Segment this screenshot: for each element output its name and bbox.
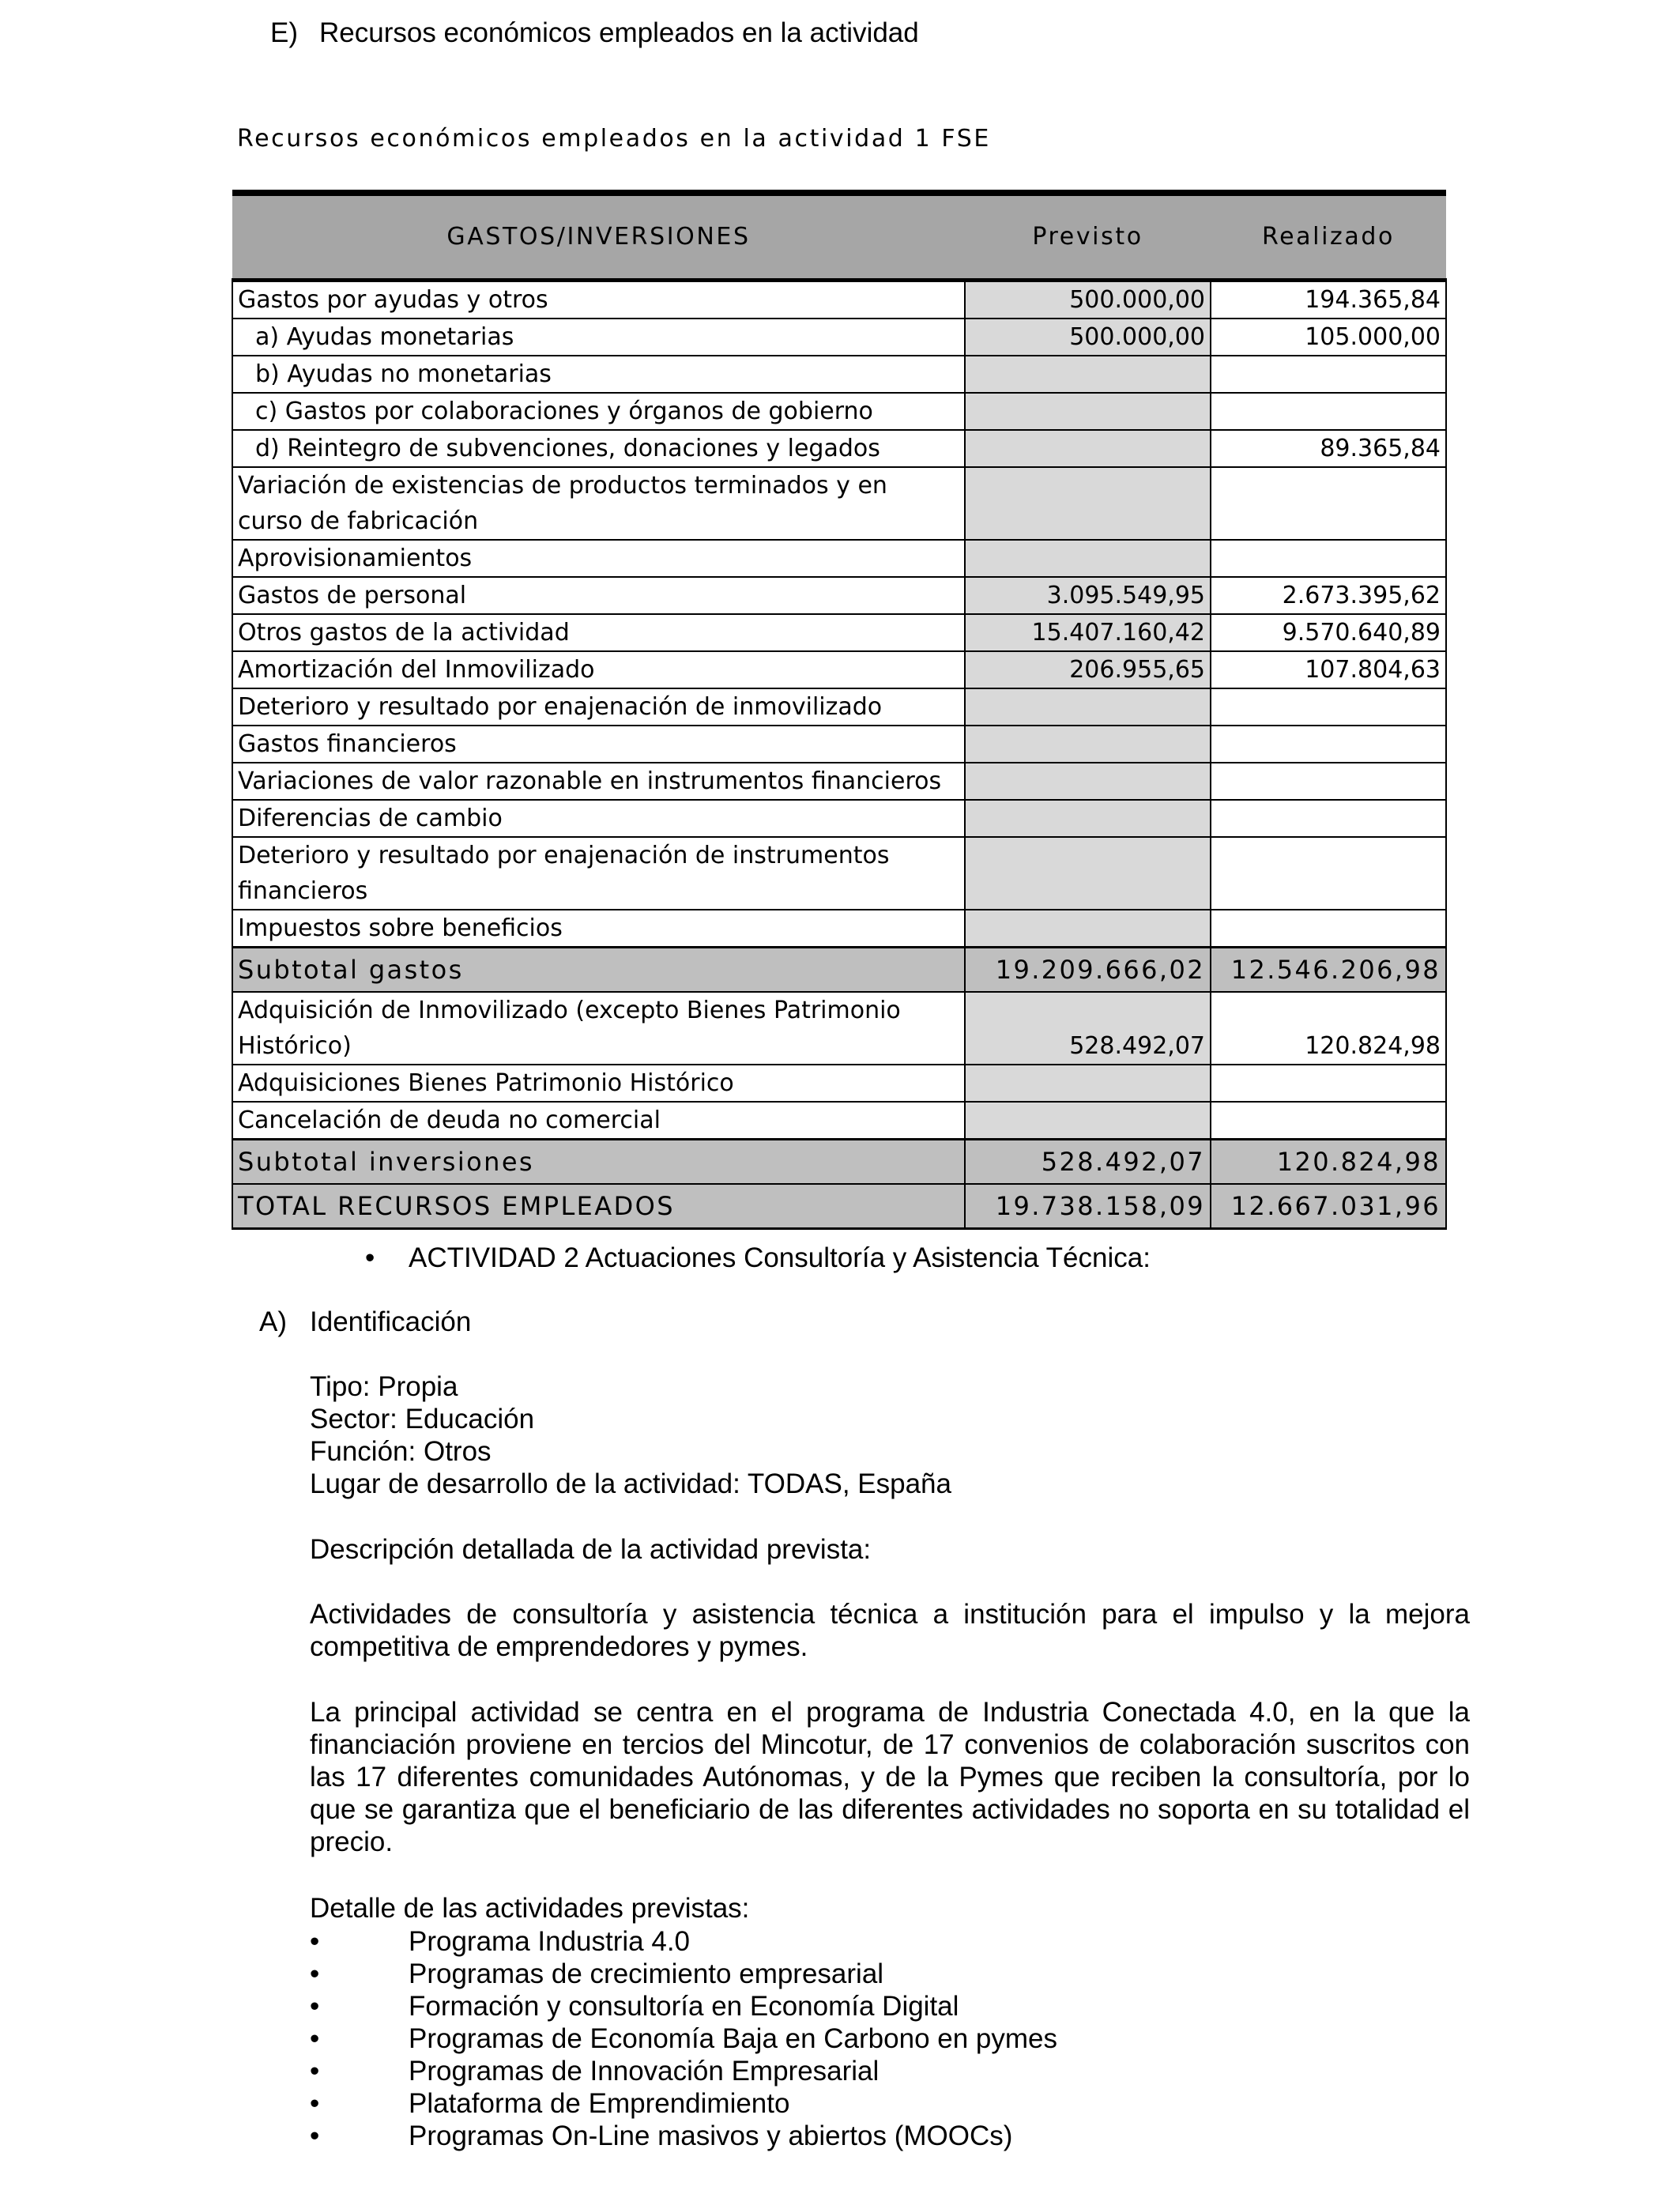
table-row <box>232 800 1446 837</box>
row-concept: Adquisición de Inmovilizado (excepto Bienes Patrimonio Histórico) <box>232 992 965 1065</box>
info-tipo: Tipo: Propia <box>310 1371 458 1402</box>
row-concept: Gastos financieros <box>232 726 965 763</box>
info-funcion: Función: Otros <box>310 1436 492 1467</box>
list-item-text: Programas On-Line masivos y abiertos (MOOCs) <box>409 2120 1013 2151</box>
paragraph-2-line: financiación proviene en tercios del Mincotur, de 17 convenios de colaboración suscritos con <box>310 1729 1470 1760</box>
table-row <box>232 651 1446 688</box>
identification-letter: A) <box>259 1306 287 1337</box>
info-sector: Sector: Educación <box>310 1404 535 1434</box>
bullet-icon: • <box>310 1991 320 2022</box>
section-letter: E) <box>270 17 298 48</box>
bullet-icon: • <box>365 1242 375 1273</box>
resources-table <box>232 190 1447 1230</box>
info-block <box>310 1370 1470 1500</box>
row-prev: 528.492,07 <box>965 992 1211 1065</box>
row-real <box>1211 726 1446 763</box>
row-concept: Deterioro y resultado por enajenación de instrumentos financieros <box>232 837 965 910</box>
row-prev: 206.955,65 <box>965 651 1211 688</box>
row-real <box>1211 1102 1446 1140</box>
list-item-text: Programas de crecimiento empresarial <box>409 1958 884 1989</box>
row-real: 105.000,00 <box>1211 319 1446 356</box>
row-real <box>1211 540 1446 577</box>
row-real: 12.546.206,98 <box>1211 947 1446 992</box>
row-prev <box>965 356 1211 393</box>
table-row <box>232 467 1446 540</box>
list-item-text: Programas de Economía Baja en Carbono en pymes <box>409 2023 1058 2054</box>
table-row <box>232 319 1446 356</box>
header-concept: GASTOS/INVERSIONES <box>232 193 965 280</box>
total-row <box>232 1184 1446 1229</box>
row-real: 194.365,84 <box>1211 280 1446 319</box>
row-prev <box>965 540 1211 577</box>
detail-list <box>310 1925 1057 2152</box>
bullet-icon: • <box>310 2088 320 2119</box>
header-prev: Previsto <box>965 193 1211 280</box>
row-prev <box>965 430 1211 467</box>
row-real: 9.570.640,89 <box>1211 614 1446 651</box>
row-concept: Deterioro y resultado por enajenación de inmovilizado <box>232 688 965 726</box>
row-concept: Cancelación de deuda no comercial <box>232 1102 965 1140</box>
row-prev: 19.209.666,02 <box>965 947 1211 992</box>
row-prev: 19.738.158,09 <box>965 1184 1211 1229</box>
list-item-text: Programa Industria 4.0 <box>409 1926 691 1957</box>
row-real <box>1211 467 1446 540</box>
table-row <box>232 763 1446 800</box>
row-real <box>1211 763 1446 800</box>
row-concept: Variaciones de valor razonable en instrumentos financieros <box>232 763 965 800</box>
row-concept: Gastos de personal <box>232 577 965 614</box>
table-title: Recursos económicos empleados en la actividad 1 FSE <box>237 125 991 153</box>
row-prev <box>965 467 1211 540</box>
row-concept: a) Ayudas monetarias <box>232 319 965 356</box>
row-real: 12.667.031,96 <box>1211 1184 1446 1229</box>
paragraph-1-line: competitiva de emprendedores y pymes. <box>310 1631 808 1662</box>
row-concept: TOTAL RECURSOS EMPLEADOS <box>232 1184 965 1229</box>
row-prev <box>965 837 1211 910</box>
list-item <box>310 2022 1057 2055</box>
identification-title: Identificación <box>310 1306 472 1337</box>
row-concept: Amortización del Inmovilizado <box>232 651 965 688</box>
table-row <box>232 614 1446 651</box>
row-concept: Gastos por ayudas y otros <box>232 280 965 319</box>
row-prev: 500.000,00 <box>965 319 1211 356</box>
bullet-icon: • <box>310 1958 320 1989</box>
row-prev <box>965 1102 1211 1140</box>
row-real: 120.824,98 <box>1211 1139 1446 1184</box>
subtotal-row <box>232 1139 1446 1184</box>
description-label: Descripción detallada de la actividad prevista: <box>310 1534 872 1565</box>
row-prev <box>965 393 1211 430</box>
paragraph-2-line: las 17 diferentes comunidades Autónomas, y de la Pymes que reciben la consultoría, por lo <box>310 1762 1470 1793</box>
row-real: 89.365,84 <box>1211 430 1446 467</box>
row-prev: 15.407.160,42 <box>965 614 1211 651</box>
row-real <box>1211 837 1446 910</box>
row-real <box>1211 910 1446 948</box>
table-row <box>232 688 1446 726</box>
row-prev <box>965 910 1211 948</box>
identification-heading <box>259 1306 471 1338</box>
row-prev <box>965 1065 1211 1102</box>
list-item <box>310 2120 1057 2152</box>
row-prev <box>965 688 1211 726</box>
section-heading <box>270 17 919 49</box>
row-real <box>1211 393 1446 430</box>
bullet-icon: • <box>310 2056 320 2087</box>
row-concept: Subtotal gastos <box>232 947 965 992</box>
row-real: 107.804,63 <box>1211 651 1446 688</box>
paragraph-2 <box>310 1696 1470 1858</box>
row-prev: 528.492,07 <box>965 1139 1211 1184</box>
table-row <box>232 280 1446 319</box>
bullet-icon: • <box>310 1926 320 1957</box>
list-item-text: Programas de Innovación Empresarial <box>409 2056 880 2087</box>
bullet-icon: • <box>310 2120 320 2151</box>
table-row <box>232 726 1446 763</box>
row-prev: 500.000,00 <box>965 280 1211 319</box>
row-concept: Subtotal inversiones <box>232 1139 965 1184</box>
list-item <box>310 1958 1057 1990</box>
header-real: Realizado <box>1211 193 1446 280</box>
row-concept: Variación de existencias de productos terminados y en curso de fabricación <box>232 467 965 540</box>
paragraph-1-line: Actividades de consultoría y asistencia técnica a institución para el impulso y la mejora <box>310 1599 1470 1630</box>
list-item-text: Plataforma de Emprendimiento <box>409 2088 790 2119</box>
row-real <box>1211 800 1446 837</box>
list-item <box>310 1925 1057 1958</box>
activity-title: ACTIVIDAD 2 Actuaciones Consultoría y Asistencia Técnica: <box>409 1242 1151 1273</box>
row-concept: Otros gastos de la actividad <box>232 614 965 651</box>
list-item-text: Formación y consultoría en Economía Digital <box>409 1991 959 2022</box>
row-real: 2.673.395,62 <box>1211 577 1446 614</box>
row-concept: c) Gastos por colaboraciones y órganos de gobierno <box>232 393 965 430</box>
row-concept: Impuestos sobre beneficios <box>232 910 965 948</box>
list-item <box>310 1990 1057 2022</box>
info-lugar: Lugar de desarrollo de la actividad: TODAS, España <box>310 1468 951 1499</box>
table-row <box>232 393 1446 430</box>
row-real <box>1211 688 1446 726</box>
table-row <box>232 356 1446 393</box>
row-concept: d) Reintegro de subvenciones, donaciones y legados <box>232 430 965 467</box>
section-title: Recursos económicos empleados en la actividad <box>319 17 919 48</box>
paragraph-2-line: La principal actividad se centra en el programa de Industria Conectada 4.0, en la que la <box>310 1697 1470 1728</box>
table-row <box>232 910 1446 948</box>
row-concept: Aprovisionamientos <box>232 540 965 577</box>
detail-label: Detalle de las actividades previstas: <box>310 1893 750 1924</box>
activity-heading <box>365 1242 1151 1274</box>
row-prev <box>965 763 1211 800</box>
paragraph-2-line: precio. <box>310 1826 394 1857</box>
row-real: 120.824,98 <box>1211 992 1446 1065</box>
paragraph-2-line: que se garantiza que el beneficiario de las diferentes actividades no soporta en su totalidad el <box>310 1794 1470 1825</box>
table-header-row <box>232 193 1446 280</box>
list-item <box>310 2087 1057 2120</box>
table-row <box>232 1102 1446 1140</box>
table-row <box>232 1065 1446 1102</box>
paragraph-1 <box>310 1598 1470 1663</box>
row-concept: Adquisiciones Bienes Patrimonio Histórico <box>232 1065 965 1102</box>
row-prev: 3.095.549,95 <box>965 577 1211 614</box>
table-row <box>232 837 1446 910</box>
row-prev <box>965 800 1211 837</box>
table-row <box>232 430 1446 467</box>
row-concept: b) Ayudas no monetarias <box>232 356 965 393</box>
list-item <box>310 2055 1057 2087</box>
table-row <box>232 540 1446 577</box>
row-prev <box>965 726 1211 763</box>
row-real <box>1211 1065 1446 1102</box>
row-real <box>1211 356 1446 393</box>
subtotal-row <box>232 947 1446 992</box>
bullet-icon: • <box>310 2023 320 2054</box>
table-row <box>232 992 1446 1065</box>
table-row <box>232 577 1446 614</box>
row-concept: Diferencias de cambio <box>232 800 965 837</box>
